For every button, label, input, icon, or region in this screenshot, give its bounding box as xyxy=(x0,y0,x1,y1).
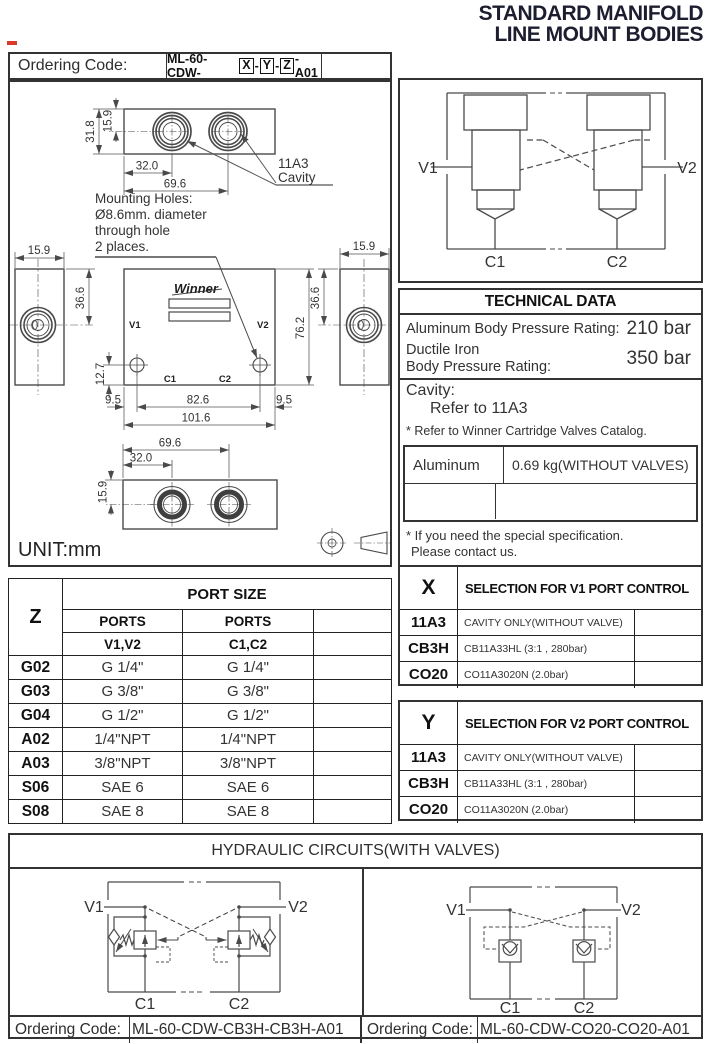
option-empty xyxy=(635,610,701,635)
row-v-port: G 1/4" xyxy=(63,656,183,680)
ordering-code-z: Z xyxy=(280,58,294,73)
cavity-label: Cavity: xyxy=(406,382,455,399)
ports-subheader-c1c2: C1,C2 xyxy=(183,633,314,656)
mounting-note xyxy=(95,191,257,358)
ports-header-2: PORTS xyxy=(183,610,314,633)
row-c-port: G 1/4" xyxy=(183,656,314,680)
technical-data-panel xyxy=(398,288,703,567)
cb-valve-right xyxy=(214,907,286,992)
row-code: G03 xyxy=(9,680,63,704)
row-empty xyxy=(314,656,392,680)
mounting-note-line1: Mounting Holes: xyxy=(95,191,193,206)
selection-x-title: SELECTION FOR V1 PORT CONTROL xyxy=(465,580,689,596)
ordering-code-footer xyxy=(10,1015,701,1043)
option-code: CO20 xyxy=(400,797,458,822)
pressure-rating-ductile-value: 350 bar xyxy=(626,348,691,369)
port-size-table xyxy=(8,578,392,823)
dim-36-6-left: 36.6 xyxy=(75,286,87,310)
selection-y-code: Y xyxy=(400,702,458,744)
row-v-port: SAE 8 xyxy=(63,800,183,824)
option-desc: CB11A33HL (3:1 , 280bar) xyxy=(458,771,635,796)
ordering-code-sep: - xyxy=(254,59,259,73)
table-row xyxy=(9,752,392,776)
mounting-note-line3: through hole xyxy=(95,223,171,238)
cartridge-right xyxy=(587,95,683,249)
table-row xyxy=(9,704,392,728)
row-v-port: 1/4"NPT xyxy=(63,728,183,752)
front-port-v2: V2 xyxy=(257,320,269,331)
row-empty xyxy=(314,752,392,776)
schematic-port-v2: V2 xyxy=(677,160,697,177)
row-empty xyxy=(314,704,392,728)
schematic-port-c2: C2 xyxy=(606,254,628,271)
mounting-note-line4: 2 places. xyxy=(95,239,150,254)
ordering-code-empty-cell xyxy=(322,54,390,78)
divider xyxy=(400,378,701,380)
pressure-rating-ductile-line2: Body Pressure Rating: xyxy=(406,359,552,375)
cavity-value: Refer to 11A3 xyxy=(430,400,528,417)
option-code: CB3H xyxy=(400,636,458,661)
row-c-port: SAE 6 xyxy=(183,776,314,800)
option-empty xyxy=(635,745,701,770)
special-note-line2: Please contact us. xyxy=(411,544,518,559)
row-v-port: G 3/8" xyxy=(63,680,183,704)
pilot-cross-lines xyxy=(520,140,650,170)
row-v-port: 3/8"NPT xyxy=(63,752,183,776)
weight-empty-cell xyxy=(496,484,696,519)
option-desc: CO11A3020N (2.0bar) xyxy=(458,797,635,822)
junction-dots xyxy=(508,908,586,912)
schematic-port-v1: V1 xyxy=(418,160,438,177)
option-empty xyxy=(635,662,701,687)
page-title-line2: LINE MOUNT BODIES xyxy=(494,23,703,46)
front-port-c2: C2 xyxy=(218,374,232,385)
row-empty xyxy=(314,728,392,752)
circuit-cb3h xyxy=(10,869,362,1015)
port-size-title: PORT SIZE xyxy=(63,579,392,610)
ordering-code-suffix: -A01 xyxy=(294,52,318,80)
hydraulic-circuits-panel xyxy=(8,833,703,1039)
row-c-port: G 1/2" xyxy=(183,704,314,728)
row-empty xyxy=(314,800,392,824)
circuit-right-port-c1: C1 xyxy=(499,1000,521,1015)
dim-12-7: 12.7 xyxy=(95,362,107,386)
page-title-line1: STANDARD MANIFOLD xyxy=(478,2,703,25)
co-pilot-lines xyxy=(484,912,610,949)
left-side-view xyxy=(10,259,95,395)
weight-material: Aluminum xyxy=(405,447,504,483)
ordering-code-sep: - xyxy=(275,59,280,73)
row-c-port: SAE 8 xyxy=(183,800,314,824)
row-c-port: G 3/8" xyxy=(183,680,314,704)
unit-label: UNIT:mm xyxy=(18,539,102,561)
empty-header-cell xyxy=(314,610,392,633)
pressure-rating-ductile-line1: Ductile Iron xyxy=(406,342,480,358)
dim-32-0-top: 32.0 xyxy=(135,160,159,173)
cartridge-schematic xyxy=(400,80,701,281)
row-code: S08 xyxy=(9,800,63,824)
ordering-code-strip xyxy=(8,52,392,80)
option-code: CO20 xyxy=(400,662,458,687)
row-code: G04 xyxy=(9,704,63,728)
row-code: G02 xyxy=(9,656,63,680)
selection-x-table xyxy=(398,565,703,686)
dim-15-9-left: 15.9 xyxy=(27,245,51,257)
check-valve-left xyxy=(466,910,521,999)
ordering-code-prefix: ML-60-CDW- xyxy=(167,52,208,80)
cavity-callout-line1: 11A3 xyxy=(278,156,309,171)
dimension-drawing xyxy=(10,82,390,565)
cb-pilot-lines xyxy=(143,905,241,958)
circuit-left-port-c1: C1 xyxy=(134,996,156,1013)
circuit-right-port-v1: V1 xyxy=(446,902,466,919)
circuit-left-port-c2: C2 xyxy=(228,996,250,1013)
table-row xyxy=(9,656,392,680)
row-code: A02 xyxy=(9,728,63,752)
row-c-port: 1/4"NPT xyxy=(183,728,314,752)
row-v-port: SAE 6 xyxy=(63,776,183,800)
table-row xyxy=(400,610,701,636)
cartridge-left xyxy=(431,95,527,249)
dim-82-6: 82.6 xyxy=(186,394,210,407)
table-row xyxy=(400,745,701,771)
selection-y-title: SELECTION FOR V2 PORT CONTROL xyxy=(465,715,689,731)
row-v-port: G 1/2" xyxy=(63,704,183,728)
pressure-rating-aluminum-label: Aluminum Body Pressure Rating: xyxy=(406,321,620,337)
option-desc: CO11A3020N (2.0bar) xyxy=(458,662,635,687)
selection-x-code: X xyxy=(400,567,458,609)
circuit-right-port-v2: V2 xyxy=(621,902,641,919)
empty-header-cell xyxy=(314,633,392,656)
row-empty xyxy=(314,680,392,704)
option-desc: CAVITY ONLY(WITHOUT VALVE) xyxy=(458,610,635,635)
ordering-code-label: Ordering Code: xyxy=(10,54,167,78)
circuit-left-port-v1: V1 xyxy=(84,899,104,916)
front-port-c1: C1 xyxy=(163,374,177,385)
table-row xyxy=(400,797,701,822)
mounting-note-line2: Ø8.6mm. diameter xyxy=(95,207,207,222)
dim-9-5-right: 9.5 xyxy=(276,394,292,407)
front-port-v1: V1 xyxy=(129,320,141,331)
ordering-code-label-left: Ordering Code: xyxy=(10,1017,130,1043)
dim-15-9-bottom: 15.9 xyxy=(97,480,110,504)
table-row xyxy=(400,771,701,797)
option-empty xyxy=(635,771,701,796)
ordering-code-value-right: ML-60-CDW-CO20-CO20-A01 xyxy=(480,1021,690,1038)
dimension-drawing-panel xyxy=(8,80,392,567)
option-code: 11A3 xyxy=(400,745,458,770)
dim-69-6-top: 69.6 xyxy=(163,178,187,191)
row-c-port: 3/8"NPT xyxy=(183,752,314,776)
red-dash-mark xyxy=(7,41,17,45)
ports-header-1: PORTS xyxy=(63,610,183,633)
right-side-view xyxy=(318,259,390,395)
dim-69-6-bottom: 69.6 xyxy=(158,437,182,450)
ordering-code-value xyxy=(167,54,322,78)
ports-subheader-v1v2: V1,V2 xyxy=(63,633,183,656)
dim-32-0-bottom: 32.0 xyxy=(129,452,153,465)
dim-15-9-top: 15.9 xyxy=(102,109,115,133)
dim-76-2: 76.2 xyxy=(295,316,307,340)
pressure-rating-ductile-label xyxy=(406,342,551,376)
catalog-note: * Refer to Winner Cartridge Valves Catalog. xyxy=(406,424,647,438)
winner-logo: Winner xyxy=(174,281,218,296)
option-empty xyxy=(635,636,701,661)
weight-value: 0.69 kg(WITHOUT VALVES) xyxy=(512,457,689,473)
circuit-right-port-c2: C2 xyxy=(573,1000,595,1015)
row-code: S06 xyxy=(9,776,63,800)
weight-table xyxy=(403,445,698,522)
projection-symbol-icon xyxy=(317,528,390,558)
option-code: 11A3 xyxy=(400,610,458,635)
ordering-code-value-left: ML-60-CDW-CB3H-CB3H-A01 xyxy=(130,1017,362,1043)
row-empty xyxy=(314,776,392,800)
ordering-code-label-right: Ordering Code: xyxy=(362,1017,478,1043)
cartridge-schematic-panel xyxy=(398,78,703,283)
bottom-view xyxy=(105,480,277,529)
cavity-callout-line2: Cavity xyxy=(278,170,316,185)
dim-9-5-left: 9.5 xyxy=(105,394,121,407)
schematic-boundary xyxy=(447,93,665,249)
weight-empty-cell xyxy=(405,484,496,519)
schematic-port-c1: C1 xyxy=(484,254,506,271)
cb-valve-left xyxy=(104,907,170,992)
hydraulic-circuits-title: HYDRAULIC CIRCUITS(WITH VALVES) xyxy=(10,835,701,869)
dim-36-6-right: 36.6 xyxy=(310,286,322,310)
special-note-line1: * If you need the special specification. xyxy=(406,528,624,543)
option-desc: CAVITY ONLY(WITHOUT VALVE) xyxy=(458,745,635,770)
table-row xyxy=(400,636,701,662)
dim-101-6: 101.6 xyxy=(181,412,211,425)
table-row xyxy=(400,662,701,687)
dim-15-9-right: 15.9 xyxy=(352,241,376,253)
technical-data-title: TECHNICAL DATA xyxy=(484,293,617,310)
dim-31-8: 31.8 xyxy=(85,120,97,143)
option-desc: CB11A33HL (3:1 , 280bar) xyxy=(458,636,635,661)
hydraulic-circuits-body xyxy=(10,869,701,1015)
pressure-rating-aluminum-value: 210 bar xyxy=(626,318,691,339)
circuit-left-port-v2: V2 xyxy=(288,899,308,916)
port-size-corner-z: Z xyxy=(9,579,63,656)
ordering-code-y: Y xyxy=(260,58,274,73)
check-valve-right xyxy=(573,910,621,999)
table-row xyxy=(9,728,392,752)
table-row xyxy=(9,776,392,800)
row-code: A03 xyxy=(9,752,63,776)
table-row xyxy=(9,680,392,704)
selection-y-table xyxy=(398,700,703,821)
ordering-code-x: X xyxy=(239,58,253,73)
option-code: CB3H xyxy=(400,771,458,796)
page-title xyxy=(479,3,703,45)
option-empty xyxy=(635,797,701,822)
circuit-co20 xyxy=(364,869,701,1015)
table-row xyxy=(9,800,392,824)
